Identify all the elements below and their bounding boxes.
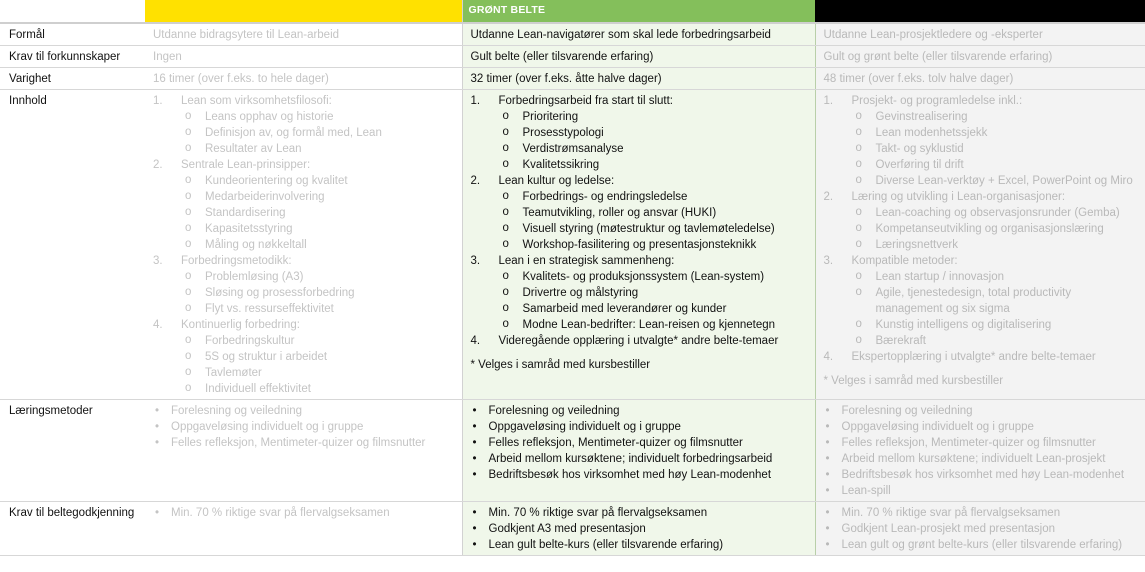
yellow-cell <box>145 90 462 400</box>
list-item: • Min. 70 % riktige svar på flervalgseksamen <box>471 505 809 521</box>
header-row <box>0 0 1145 23</box>
row-varighet <box>0 68 1145 90</box>
outline-subitem: o Definisjon av, og formål med, Lean <box>153 125 456 141</box>
outline-subitem: o Prosesstypologi <box>471 125 809 141</box>
list-item: • Felles refleksjon, Mentimeter-quizer og filmsnutter <box>471 435 809 451</box>
green-cell: Gult belte (eller tilsvarende erfaring) <box>462 46 815 68</box>
selection-note: * Velges i samråd med kursbestiller <box>470 359 651 371</box>
outline-subitem: o Kunstig intelligens og digitalisering <box>824 317 1140 333</box>
section-title: Lean som virksomhetsfilosofi: <box>181 95 332 107</box>
section-number: 1. <box>153 95 163 107</box>
outline-section <box>471 253 809 269</box>
section-number: 3. <box>823 255 834 267</box>
list-item: • Felles refleksjon, Mentimeter-quizer og filmsnutter <box>824 435 1140 451</box>
section-title: Lean i en strategisk sammenheng: <box>498 255 675 267</box>
green-cell: Utdanne Lean-navigatører som skal lede forbedringsarbeid <box>462 23 815 46</box>
outline-subitem: o 5S og struktur i arbeidet <box>153 349 456 365</box>
row-godkjenning <box>0 502 1145 556</box>
outline-subitem: o Sløsing og prosessforbedring <box>153 285 456 301</box>
outline-section <box>153 93 456 109</box>
row-label: Formål <box>0 23 145 46</box>
outline-subitem: o Lean startup / innovasjon <box>824 269 1140 285</box>
outline-section <box>153 253 456 269</box>
outline-subitem: o Visuell styring (møtestruktur og tavlemøteledelse) <box>471 221 809 237</box>
section-number: 3. <box>153 255 163 267</box>
outline-section <box>824 189 1140 205</box>
outline-subitem: o Workshop-fasilitering og presentasjonsteknikk <box>471 237 809 253</box>
selection-note: * Velges i samråd med kursbestiller <box>823 375 1004 387</box>
list-item: • Min. 70 % riktige svar på flervalgseksamen <box>824 505 1140 521</box>
outline-section <box>153 157 456 173</box>
outline-subitem: o Tavlemøter <box>153 365 456 381</box>
list-item: • Forelesning og veiledning <box>471 403 809 419</box>
section-number: 4. <box>823 351 834 363</box>
list-item: • Forelesning og veiledning <box>824 403 1140 419</box>
black-cell <box>815 502 1145 556</box>
section-title: Forbedringsarbeid fra start til slutt: <box>498 95 673 107</box>
outline-subitem: o Problemløsing (A3) <box>153 269 456 285</box>
outline-section <box>824 253 1140 269</box>
row-krav <box>0 46 1145 68</box>
outline-subitem: o Lean-coaching og observasjonsrunder (Gemba) <box>824 205 1140 221</box>
row-label: Krav til forkunnskaper <box>0 46 145 68</box>
outline-section <box>824 349 1140 365</box>
outline-subitem: o Måling og nøkkeltall <box>153 237 456 253</box>
outline-section <box>153 317 456 333</box>
yellow-cell <box>145 400 462 502</box>
list-item: • Oppgaveløsing individuelt og i gruppe <box>471 419 809 435</box>
outline-subitem: o Kvalitets- og produksjonssystem (Lean-system) <box>471 269 809 285</box>
black-cell: 48 timer (over f.eks. tolv halve dager) <box>815 68 1145 90</box>
list-item: • Felles refleksjon, Mentimeter-quizer og filmsnutter <box>153 435 456 451</box>
list-item: • Lean gult belte-kurs (eller tilsvarende erfaring) <box>471 537 809 553</box>
yellow-cell: 16 timer (over f.eks. to hele dager) <box>145 68 462 90</box>
outline-subitem: o Agile, tjenestedesign, total productivity management og six sigma <box>824 285 1140 317</box>
section-number: 1. <box>470 95 481 107</box>
bullet-list <box>824 403 1140 499</box>
list-item: • Oppgaveløsing individuelt og i gruppe <box>824 419 1140 435</box>
bullet-list <box>153 505 456 521</box>
outline-subitem: o Forbedringskultur <box>153 333 456 349</box>
green-cell <box>462 400 815 502</box>
content-outline <box>153 93 456 397</box>
green-belt-header: GRØNT BELTE <box>462 0 815 23</box>
bullet-list <box>824 505 1140 553</box>
outline-subitem: o Verdistrømsanalyse <box>471 141 809 157</box>
outline-section <box>824 93 1140 109</box>
row-label: Læringsmetoder <box>0 400 145 502</box>
list-item: • Lean gult og grønt belte-kurs (eller tilsvarende erfaring) <box>824 537 1140 553</box>
section-title: Læring og utvikling i Lean-organisasjoner: <box>851 191 1066 203</box>
outline-subitem: o Gevinstrealisering <box>824 109 1140 125</box>
row-formal <box>0 23 1145 46</box>
section-title: Forbedringsmetodikk: <box>181 255 292 267</box>
outline-subitem: o Takt- og syklustid <box>824 141 1140 157</box>
section-title: Videregående opplæring i utvalgte* andre belte-temaer <box>498 335 779 347</box>
outline-subitem: o Overføring til drift <box>824 157 1140 173</box>
bullet-list <box>471 403 809 483</box>
section-title: Kontinuerlig forbedring: <box>181 319 300 331</box>
header-corner <box>0 0 145 23</box>
black-belt-header <box>815 0 1145 23</box>
row-innhold <box>0 90 1145 400</box>
list-item: • Arbeid mellom kursøktene; individuelt Lean-prosjekt <box>824 451 1140 467</box>
list-item: • Oppgaveløsing individuelt og i gruppe <box>153 419 456 435</box>
green-cell <box>462 90 815 400</box>
section-number: 2. <box>823 191 834 203</box>
section-number: 2. <box>470 175 481 187</box>
outline-subitem: o Drivertre og målstyring <box>471 285 809 301</box>
section-number: 4. <box>153 319 163 331</box>
outline-section <box>471 333 809 349</box>
section-number: 2. <box>153 159 163 171</box>
outline-subitem: o Teamutvikling, roller og ansvar (HUKI) <box>471 205 809 221</box>
outline-subitem: o Diverse Lean-verktøy + Excel, PowerPoint og Miro <box>824 173 1140 189</box>
outline-subitem: o Kundeorientering og kvalitet <box>153 173 456 189</box>
section-number: 4. <box>470 335 481 347</box>
black-cell: Gult og grønt belte (eller tilsvarende erfaring) <box>815 46 1145 68</box>
outline-section <box>471 93 809 109</box>
outline-subitem: o Samarbeid med leverandører og kunder <box>471 301 809 317</box>
list-item: • Min. 70 % riktige svar på flervalgseksamen <box>153 505 456 521</box>
outline-subitem: o Modne Lean-bedrifter: Lean-reisen og kjennetegn <box>471 317 809 333</box>
section-title: Prosjekt- og programledelse inkl.: <box>851 95 1023 107</box>
outline-subitem: o Lean modenhetssjekk <box>824 125 1140 141</box>
section-number: 1. <box>823 95 834 107</box>
outline-subitem: o Prioritering <box>471 109 809 125</box>
outline-subitem: o Kvalitetssikring <box>471 157 809 173</box>
outline-subitem: o Resultater av Lean <box>153 141 456 157</box>
outline-subitem: o Leans opphav og historie <box>153 109 456 125</box>
green-cell <box>462 502 815 556</box>
yellow-cell <box>145 502 462 556</box>
section-number: 3. <box>470 255 481 267</box>
row-metoder <box>0 400 1145 502</box>
outline-subitem: o Medarbeiderinvolvering <box>153 189 456 205</box>
list-item: • Arbeid mellom kursøktene; individuelt forbedringsarbeid <box>471 451 809 467</box>
section-title: Sentrale Lean-prinsipper: <box>181 159 311 171</box>
content-outline <box>471 93 809 349</box>
list-item: • Lean-spill <box>824 483 1140 499</box>
outline-subitem: o Flyt vs. ressurseffektivitet <box>153 301 456 317</box>
green-cell: 32 timer (over f.eks. åtte halve dager) <box>462 68 815 90</box>
yellow-cell: Ingen <box>145 46 462 68</box>
list-item: • Godkjent Lean-prosjekt med presentasjon <box>824 521 1140 537</box>
outline-subitem: o Forbedrings- og endringsledelse <box>471 189 809 205</box>
bullet-list <box>471 505 809 553</box>
black-cell: Utdanne Lean-prosjektledere og -eksperter <box>815 23 1145 46</box>
section-title: Kompatible metoder: <box>851 255 958 267</box>
black-cell <box>815 90 1145 400</box>
outline-subitem: o Bærekraft <box>824 333 1140 349</box>
section-title: Lean kultur og ledelse: <box>498 175 615 187</box>
list-item: • Forelesning og veiledning <box>153 403 456 419</box>
outline-section <box>471 173 809 189</box>
list-item: • Bedriftsbesøk hos virksomhet med høy Lean-modenhet <box>471 467 809 483</box>
outline-subitem: o Standardisering <box>153 205 456 221</box>
outline-subitem: o Individuell effektivitet <box>153 381 456 397</box>
outline-subitem: o Kapasitetsstyring <box>153 221 456 237</box>
row-label: Varighet <box>0 68 145 90</box>
content-outline <box>824 93 1140 365</box>
row-label: Krav til beltegodkjenning <box>0 502 145 556</box>
section-title: Ekspertopplæring i utvalgte* andre belte-temaer <box>851 351 1096 363</box>
list-item: • Bedriftsbesøk hos virksomhet med høy Lean-modenhet <box>824 467 1140 483</box>
row-label: Innhold <box>0 90 145 400</box>
bullet-list <box>153 403 456 451</box>
yellow-belt-header <box>145 0 462 23</box>
outline-subitem: o Læringsnettverk <box>824 237 1140 253</box>
list-item: • Godkjent A3 med presentasjon <box>471 521 809 537</box>
yellow-cell: Utdanne bidragsytere til Lean-arbeid <box>145 23 462 46</box>
black-cell <box>815 400 1145 502</box>
outline-subitem: o Kompetanseutvikling og organisasjonslæring <box>824 221 1140 237</box>
